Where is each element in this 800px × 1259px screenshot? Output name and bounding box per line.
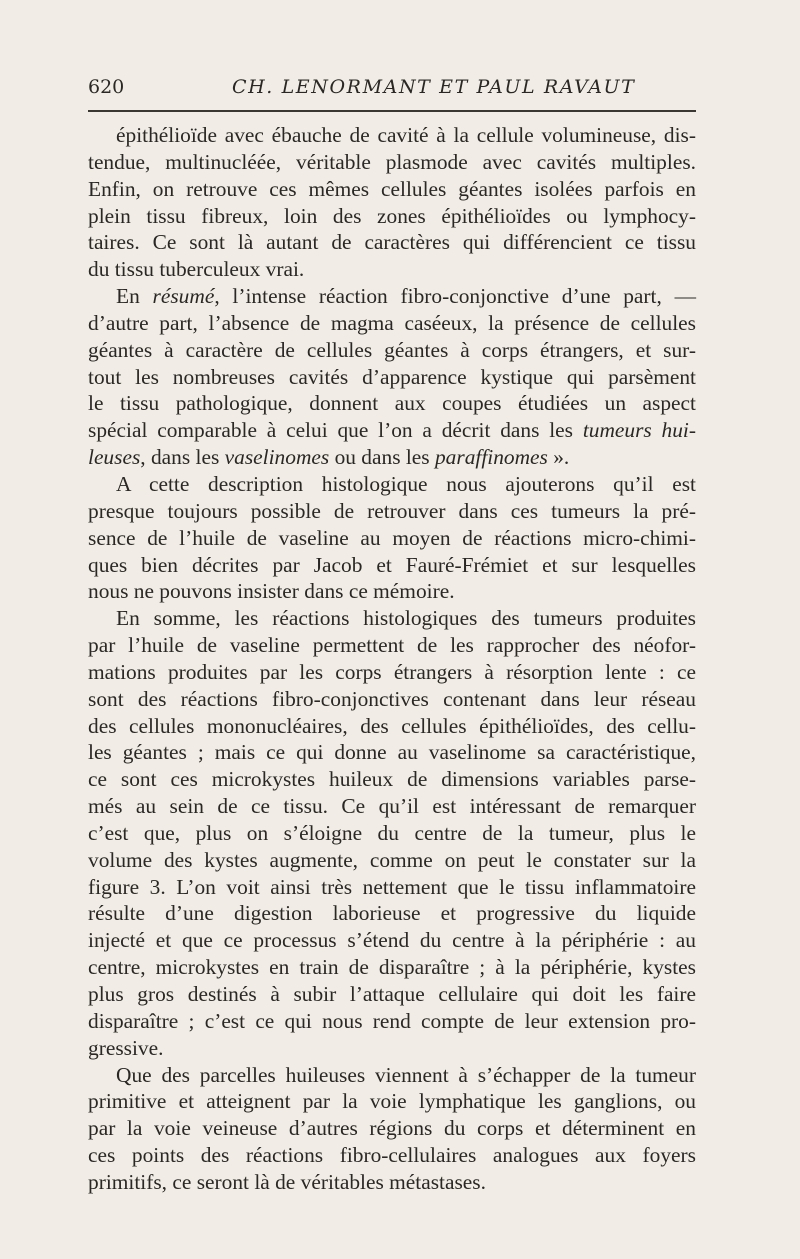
text-run: més au sein de ce tissu. Ce qu’il est intéressant de remarquer: [88, 794, 696, 819]
paragraph: [88, 122, 696, 283]
italic-text: vaselinomes: [224, 445, 330, 470]
text-run: Que des parcelles huileuses viennent à s’échapper de la tumeur: [116, 1062, 696, 1087]
text-run: figure 3. L’on voit ainsi très nettement que le tissu inflammatoire: [88, 874, 696, 899]
italic-text: paraffinomes: [434, 445, 548, 470]
text-line: [88, 659, 696, 686]
text-run: sont des réactions fibro-conjonctives contenant dans leur réseau: [88, 686, 696, 711]
text-run: ques bien décrites par Jacob et Fauré-Frémiet et sur lesquelles: [88, 552, 696, 577]
text-run: le tissu pathologique, donnent aux coupes étudiées un aspect: [88, 391, 696, 416]
text-line: [88, 1169, 696, 1196]
body-text: [88, 122, 696, 1196]
text-line: [88, 900, 696, 927]
text-line: [88, 283, 696, 310]
text-run: Enfin, on retrouve ces mêmes cellules géantes isolées parfois en: [88, 176, 696, 201]
text-line: [88, 176, 696, 203]
text-line: [88, 1088, 696, 1115]
text-line: [88, 1115, 696, 1142]
text-run: gressive.: [88, 1035, 164, 1060]
text-run: du tissu tuberculeux vrai.: [88, 257, 305, 282]
text-run: ces points des réactions fibro-cellulaires analogues aux foyers: [88, 1143, 696, 1168]
text-line: [88, 1008, 696, 1035]
text-run: c’est que, plus on s’éloigne du centre de la tumeur, plus le: [88, 820, 696, 845]
text-line: [88, 229, 696, 256]
text-line: [88, 337, 696, 364]
text-line: [88, 874, 696, 901]
text-run: tout les nombreuses cavités d’apparence kystique qui parsèment: [88, 364, 696, 389]
text-line: [88, 578, 696, 605]
text-run: primitive et atteignent par la voie lymphatique les ganglions, ou: [88, 1089, 696, 1114]
text-run: nous ne pouvons insister dans ce mémoire.: [88, 579, 455, 604]
text-line: [88, 927, 696, 954]
text-line: [88, 954, 696, 981]
paragraph: [88, 471, 696, 605]
italic-text: tumeurs hui-: [582, 418, 697, 443]
header-rule: [88, 110, 696, 112]
text-line: [88, 766, 696, 793]
paragraph: [88, 283, 696, 471]
paragraph: [88, 1062, 696, 1196]
text-run: ».: [547, 445, 570, 470]
text-run: taires. Ce sont là autant de caractères qui différencient ce tissu: [88, 230, 696, 255]
text-line: [88, 605, 696, 632]
text-run: A cette description histologique nous ajouterons qu’il est: [116, 471, 696, 496]
text-run: ou dans les: [329, 445, 435, 470]
text-run: volume des kystes augmente, comme on peut le constater sur la: [88, 847, 696, 872]
text-run: primitifs, ce seront là de véritables métastases.: [88, 1169, 486, 1194]
text-run: presque toujours possible de retrouver dans ces tumeurs la pré-: [88, 498, 696, 523]
text-line: [88, 256, 696, 283]
text-line: [88, 552, 696, 579]
text-run: mations produites par les corps étrangers à résorption lente : ce: [88, 659, 696, 684]
text-run: injecté et que ce processus s’étend du centre à la périphérie : au: [88, 928, 696, 953]
text-line: [88, 632, 696, 659]
text-line: [88, 739, 696, 766]
text-run: En somme, les réactions histologiques des tumeurs produites: [116, 606, 696, 631]
text-run: En: [116, 284, 153, 309]
text-run: plus gros destinés à subir l’attaque cellulaire qui doit les faire: [88, 982, 696, 1006]
text-line: [88, 149, 696, 176]
text-run: , l’intense réaction fibro-conjonctive d’une part, —: [214, 284, 696, 309]
text-line: [88, 444, 696, 471]
text-line: [88, 1035, 696, 1062]
text-line: [88, 310, 696, 337]
text-line: [88, 1142, 696, 1169]
text-line: [88, 793, 696, 820]
text-line: [88, 417, 696, 444]
text-run: d’autre part, l’absence de magma caséeux, la présence de cellules: [88, 310, 696, 335]
text-run: centre, microkystes en train de disparaître ; à la périphérie, kystes: [88, 955, 696, 980]
text-line: [88, 525, 696, 552]
text-line: [88, 471, 696, 498]
text-run: disparaître ; c’est ce qui nous rend compte de leur extension pro-: [88, 1008, 696, 1033]
text-line: [88, 390, 696, 417]
text-run: des cellules mononucléaires, des cellules épithélioïdes, des cellu-: [88, 713, 696, 738]
text-run: les géantes ; mais ce qui donne au vaselinome sa caractéristique,: [88, 740, 696, 765]
italic-text: leuses: [88, 445, 141, 470]
italic-text: résumé: [152, 284, 215, 309]
text-run: résulte d’une digestion laborieuse et progressive du liquide: [88, 901, 696, 926]
text-run: par l’huile de vaseline permettent de les rapprocher des néofor-: [88, 633, 696, 658]
text-run: géantes à caractère de cellules géantes à corps étrangers, et sur-: [88, 337, 696, 362]
text-line: [88, 686, 696, 713]
text-run: ce sont ces microkystes huileux de dimensions variables parse-: [88, 767, 696, 792]
text-line: [88, 847, 696, 874]
text-line: [88, 122, 696, 149]
paragraph: [88, 605, 696, 1061]
text-run: plein tissu fibreux, loin des zones épithélioïdes ou lymphocy-: [88, 203, 696, 228]
text-line: [88, 1062, 696, 1089]
page-number: 620: [88, 76, 125, 98]
running-title: CH. LENORMANT ET PAUL RAVAUT: [232, 76, 636, 98]
page-header: [88, 76, 700, 106]
text-run: spécial comparable à celui que l’on a décrit dans les: [88, 418, 583, 443]
text-line: [88, 364, 696, 391]
text-line: [88, 713, 696, 740]
text-run: épithélioïde avec ébauche de cavité à la cellule volumineuse, dis-: [116, 123, 696, 147]
text-run: tendue, multinucléée, véritable plasmode avec cavités multiples.: [88, 149, 696, 174]
text-run: , dans les: [140, 445, 225, 470]
text-run: sence de l’huile de vaseline au moyen de réactions micro-chimi-: [88, 525, 696, 550]
text-line: [88, 498, 696, 525]
text-line: [88, 203, 696, 230]
text-line: [88, 820, 696, 847]
text-run: par la voie veineuse d’autres régions du corps et déterminent en: [88, 1116, 696, 1141]
text-line: [88, 981, 696, 1008]
